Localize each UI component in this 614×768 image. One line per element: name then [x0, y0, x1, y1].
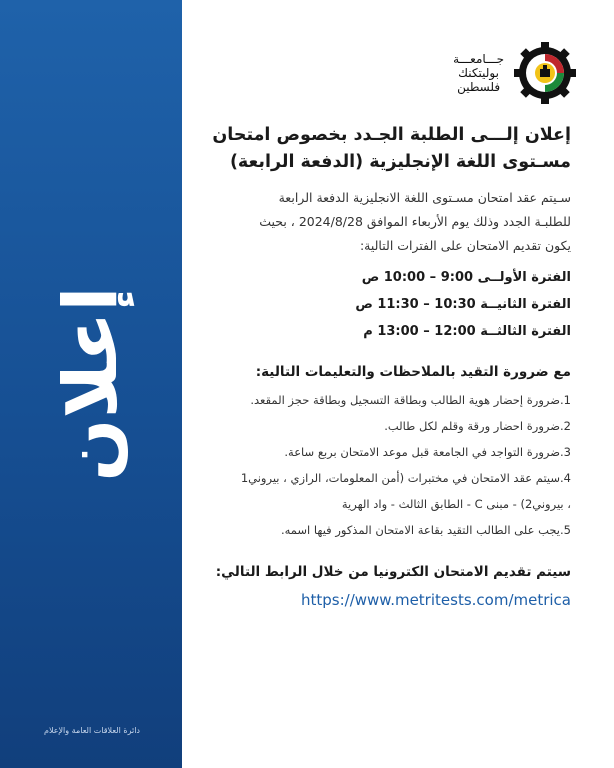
- online-exam-title: سيتم تقديم الامتحان الكترونيا من خلال الرابط التالي:: [215, 564, 571, 580]
- exam-link[interactable]: https://www.metritests.com/metrica: [301, 591, 571, 609]
- note-item: 1.ضرورة إحضار هوية الطالب وبطاقة التسجيل وبطاقة حجز المقعد.: [250, 393, 571, 407]
- intro-line-2: للطلبـة الجدد وذلك يوم الأربعاء الموافق 2024/8/28 ، بحيث: [259, 214, 571, 229]
- side-footer: دائرة العلاقات العامة والإعلام: [43, 726, 140, 735]
- notes-list: [200, 387, 571, 543]
- university-logo: [453, 40, 578, 106]
- note-item: 5.يجب على الطالب التقيد بقاعة الامتحان المذكور فيها اسمه.: [280, 523, 571, 537]
- intro-line-1: سـيتم عقد امتحان مسـتوى اللغة الانجليزية الدفعة الرابعة: [278, 190, 571, 205]
- period-3: الفترة الثالثــة 12:00 – 13:00 م: [363, 324, 571, 339]
- logo-line-2: بوليتكنك: [458, 66, 499, 80]
- note-item: ، بيروني2) - مبنى C - الطابق الثالث - واد الهرية: [341, 497, 571, 511]
- headline: [200, 122, 571, 176]
- period-2: الفترة الثانيــة 10:30 – 11:30 ص: [355, 297, 571, 312]
- headline-line-1: إعلان إلـــى الطلبة الجـدد بخصوص امتحان: [212, 125, 571, 145]
- period-1: الفترة الأولــى 9:00 – 10:00 ص: [361, 270, 571, 285]
- note-item: 3.ضرورة التواجد في الجامعة قبل موعد الامتحان بربع ساعة.: [284, 445, 571, 459]
- intro-paragraph: [200, 186, 571, 258]
- logo-text: [453, 52, 504, 94]
- note-item: 2.ضرورة احضار ورقة وقلم لكل طالب.: [384, 419, 571, 433]
- logo-line-3: فلسطين: [457, 80, 501, 94]
- headline-line-2: مسـتوى اللغة الإنجليزية (الدفعة الرابعة): [229, 152, 571, 172]
- notes-title: مع ضرورة التقيد بالملاحظات والتعليمات التالية:: [255, 364, 571, 380]
- side-title: إعلان: [48, 286, 134, 482]
- logo-line-1: جـــامعـــة: [453, 52, 504, 66]
- side-panel: [0, 0, 182, 768]
- note-item: 4.سيتم عقد الامتحان في مختبرات (أمن المعلومات، الرازي ، بيروني1: [240, 471, 571, 485]
- gear-logo-icon: [512, 40, 578, 106]
- announcement-content: [200, 122, 571, 609]
- intro-line-3: يكون تقديم الامتحان على الفترات التالية:: [359, 238, 571, 253]
- exam-periods: [200, 264, 571, 345]
